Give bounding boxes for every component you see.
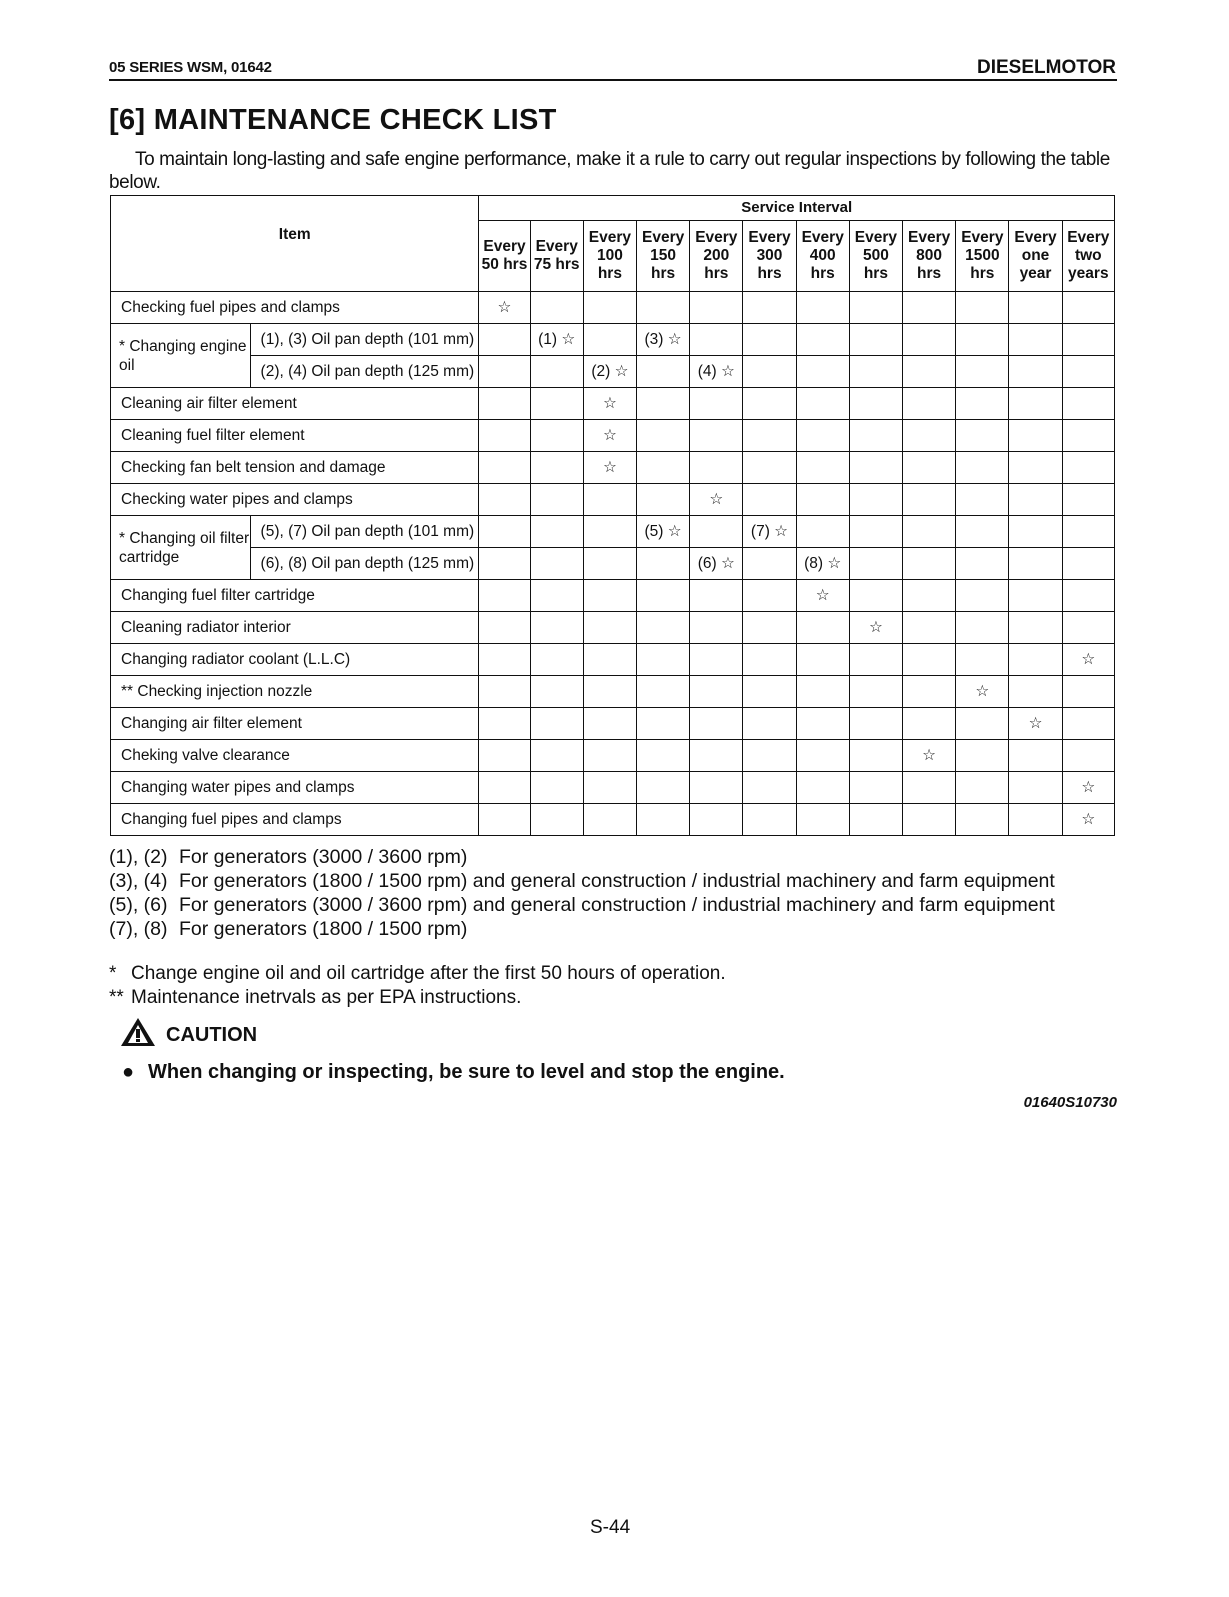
interval-cell: [743, 420, 796, 452]
interval-cell: [479, 580, 530, 612]
header-left: 05 SERIES WSM, 01642: [109, 59, 272, 76]
interval-cell: [956, 516, 1009, 548]
interval-cell: [796, 516, 849, 548]
interval-cell: [479, 708, 530, 740]
interval-cell: [1009, 324, 1062, 356]
page-title: [6] MAINTENANCE CHECK LIST: [109, 104, 557, 136]
interval-cell: [530, 420, 583, 452]
interval-cell: [530, 292, 583, 324]
interval-cell: [637, 420, 690, 452]
interval-cell: [849, 644, 902, 676]
interval-cell: [956, 356, 1009, 388]
table-row: [111, 644, 1115, 676]
interval-cell: [1062, 420, 1114, 452]
interval-cell: [583, 324, 636, 356]
table-row: [111, 548, 1115, 580]
interval-cell: [637, 644, 690, 676]
interval-cell: [796, 740, 849, 772]
interval-cell: [479, 804, 530, 836]
interval-mark: (4) ☆: [690, 356, 743, 388]
interval-cell: [743, 484, 796, 516]
interval-cell: [849, 708, 902, 740]
interval-cell: [690, 804, 743, 836]
table-row: [111, 676, 1115, 708]
caution-text: When changing or inspecting, be sure to level and stop the engine.: [148, 1061, 785, 1083]
interval-header: Every one year: [1009, 221, 1062, 292]
interval-cell: [1009, 772, 1062, 804]
interval-cell: [583, 644, 636, 676]
interval-cell: [796, 484, 849, 516]
interval-cell: [903, 452, 956, 484]
interval-cell: [956, 484, 1009, 516]
interval-cell: [903, 676, 956, 708]
interval-header: Every 50 hrs: [479, 221, 530, 292]
interval-cell: [796, 356, 849, 388]
interval-cell: [1009, 612, 1062, 644]
interval-cell: [849, 388, 902, 420]
interval-mark: ☆: [956, 676, 1009, 708]
interval-cell: [583, 676, 636, 708]
interval-cell: [637, 772, 690, 804]
interval-cell: [1009, 676, 1062, 708]
row-label: Changing air filter element: [111, 708, 479, 740]
interval-cell: [530, 548, 583, 580]
interval-cell: [796, 772, 849, 804]
interval-cell: [796, 420, 849, 452]
interval-cell: [1062, 516, 1114, 548]
interval-mark: ☆: [849, 612, 902, 644]
interval-mark: ☆: [796, 580, 849, 612]
interval-cell: [796, 452, 849, 484]
interval-cell: [530, 612, 583, 644]
note-line: (7), (8) For generators (1800 / 1500 rpm): [109, 918, 468, 940]
interval-cell: [849, 740, 902, 772]
interval-cell: [479, 772, 530, 804]
row-label: (6), (8) Oil pan depth (125 mm): [250, 548, 479, 580]
table-row: [111, 772, 1115, 804]
row-label: (1), (3) Oil pan depth (101 mm): [250, 324, 479, 356]
service-interval-header: Service Interval: [479, 196, 1115, 221]
interval-cell: [956, 388, 1009, 420]
note-line: (5), (6) For generators (3000 / 3600 rpm) and general construction / industrial machinery and farm equipment: [109, 894, 1055, 916]
interval-mark: (8) ☆: [796, 548, 849, 580]
interval-cell: [637, 580, 690, 612]
interval-cell: [849, 772, 902, 804]
interval-cell: [1009, 548, 1062, 580]
interval-cell: [743, 580, 796, 612]
table-row: [111, 580, 1115, 612]
interval-cell: [796, 612, 849, 644]
table-row: [111, 388, 1115, 420]
interval-cell: [849, 452, 902, 484]
interval-cell: [1062, 292, 1114, 324]
interval-cell: [690, 676, 743, 708]
interval-cell: [1062, 612, 1114, 644]
row-group-label: * Changing engine oil: [111, 324, 251, 388]
row-label: Cleaning air filter element: [111, 388, 479, 420]
interval-cell: [1062, 356, 1114, 388]
interval-cell: [1062, 708, 1114, 740]
caution-label: CAUTION: [166, 1023, 258, 1046]
interval-cell: [690, 772, 743, 804]
document-code: 01640S10730: [1023, 1094, 1117, 1111]
interval-cell: [743, 292, 796, 324]
interval-cell: [956, 452, 1009, 484]
interval-mark: (1) ☆: [530, 324, 583, 356]
interval-cell: [849, 292, 902, 324]
table-row: [111, 612, 1115, 644]
interval-cell: [637, 388, 690, 420]
interval-cell: [530, 452, 583, 484]
table-row: [111, 740, 1115, 772]
row-label: Changing water pipes and clamps: [111, 772, 479, 804]
interval-cell: [903, 516, 956, 548]
interval-cell: [956, 612, 1009, 644]
interval-cell: [903, 548, 956, 580]
interval-cell: [743, 388, 796, 420]
interval-mark: ☆: [583, 452, 636, 484]
interval-cell: [903, 420, 956, 452]
interval-mark: (2) ☆: [583, 356, 636, 388]
row-label: Changing radiator coolant (L.L.C): [111, 644, 479, 676]
interval-mark: ☆: [690, 484, 743, 516]
header-divider: [109, 79, 1117, 81]
row-label: Cleaning radiator interior: [111, 612, 479, 644]
row-label: Checking fan belt tension and damage: [111, 452, 479, 484]
row-label: Cheking valve clearance: [111, 740, 479, 772]
interval-cell: [479, 516, 530, 548]
interval-cell: [849, 516, 902, 548]
interval-cell: [1062, 740, 1114, 772]
interval-cell: [690, 740, 743, 772]
interval-cell: [479, 548, 530, 580]
interval-header: Every 1500 hrs: [956, 221, 1009, 292]
interval-cell: [530, 676, 583, 708]
footnote-2: ** Maintenance inetrvals as per EPA instructions.: [109, 987, 522, 1008]
interval-cell: [743, 708, 796, 740]
row-label: Checking fuel pipes and clamps: [111, 292, 479, 324]
interval-mark: ☆: [583, 388, 636, 420]
interval-cell: [849, 324, 902, 356]
interval-cell: [903, 388, 956, 420]
interval-cell: [479, 740, 530, 772]
footnotes: [109, 962, 726, 1010]
interval-cell: [583, 740, 636, 772]
interval-cell: [637, 452, 690, 484]
interval-cell: [479, 612, 530, 644]
interval-header: Every 500 hrs: [849, 221, 902, 292]
row-label: Changing fuel filter cartridge: [111, 580, 479, 612]
header-right: DIESELMOTOR: [977, 57, 1116, 78]
interval-cell: [743, 324, 796, 356]
interval-cell: [1062, 324, 1114, 356]
warning-triangle-icon: [120, 1017, 156, 1053]
interval-mark: ☆: [903, 740, 956, 772]
interval-cell: [903, 324, 956, 356]
interval-cell: [743, 676, 796, 708]
interval-cell: [903, 708, 956, 740]
interval-cell: [796, 644, 849, 676]
interval-cell: [1009, 740, 1062, 772]
table-row: [111, 516, 1115, 548]
interval-cell: [743, 548, 796, 580]
interval-cell: [903, 356, 956, 388]
interval-cell: [583, 804, 636, 836]
interval-cell: [583, 580, 636, 612]
interval-cell: [849, 676, 902, 708]
interval-cell: [479, 420, 530, 452]
interval-header: Every 100 hrs: [583, 221, 636, 292]
interval-header: Every 150 hrs: [637, 221, 690, 292]
interval-cell: [956, 548, 1009, 580]
interval-cell: [1009, 452, 1062, 484]
interval-cell: [690, 644, 743, 676]
interval-mark: ☆: [479, 292, 530, 324]
interval-cell: [637, 612, 690, 644]
interval-cell: [583, 516, 636, 548]
interval-cell: [637, 292, 690, 324]
interval-mark: ☆: [1009, 708, 1062, 740]
interval-cell: [903, 772, 956, 804]
row-label: (5), (7) Oil pan depth (101 mm): [250, 516, 479, 548]
interval-cell: [1009, 580, 1062, 612]
interval-mark: ☆: [1062, 804, 1114, 836]
row-label: Cleaning fuel filter element: [111, 420, 479, 452]
interval-cell: [583, 548, 636, 580]
interval-cell: [849, 356, 902, 388]
interval-mark: (5) ☆: [637, 516, 690, 548]
interval-header: Every 300 hrs: [743, 221, 796, 292]
interval-cell: [1009, 356, 1062, 388]
interval-cell: [956, 708, 1009, 740]
table-row: [111, 324, 1115, 356]
interval-cell: [479, 388, 530, 420]
page-number: S-44: [590, 1517, 631, 1538]
interval-cell: [956, 644, 1009, 676]
interval-header: Every 200 hrs: [690, 221, 743, 292]
interval-cell: [956, 772, 1009, 804]
note-line: (1), (2) For generators (3000 / 3600 rpm): [109, 846, 468, 868]
interval-cell: [849, 548, 902, 580]
row-label: Checking water pipes and clamps: [111, 484, 479, 516]
interval-cell: [1009, 388, 1062, 420]
interval-cell: [637, 740, 690, 772]
interval-cell: [743, 644, 796, 676]
interval-cell: [849, 804, 902, 836]
interval-cell: [479, 484, 530, 516]
interval-cell: [1009, 292, 1062, 324]
interval-cell: [637, 484, 690, 516]
intro-paragraph: [109, 148, 1119, 194]
table-row: [111, 804, 1115, 836]
interval-cell: [743, 772, 796, 804]
interval-mark: ☆: [1062, 644, 1114, 676]
interval-cell: [637, 548, 690, 580]
interval-cell: [1062, 676, 1114, 708]
interval-cell: [530, 804, 583, 836]
table-row: [111, 452, 1115, 484]
interval-cell: [796, 708, 849, 740]
interval-cell: [637, 804, 690, 836]
interval-cell: [956, 420, 1009, 452]
interval-cell: [796, 388, 849, 420]
table-row: [111, 484, 1115, 516]
interval-cell: [956, 324, 1009, 356]
interval-cell: [743, 356, 796, 388]
interval-cell: [530, 580, 583, 612]
row-label: Changing fuel pipes and clamps: [111, 804, 479, 836]
interval-cell: [1062, 388, 1114, 420]
interval-mark: ☆: [1062, 772, 1114, 804]
interval-cell: [743, 740, 796, 772]
interval-cell: [690, 452, 743, 484]
interval-header: Every 75 hrs: [530, 221, 583, 292]
interval-cell: [903, 484, 956, 516]
interval-cell: [956, 740, 1009, 772]
interval-cell: [903, 804, 956, 836]
interval-cell: [637, 356, 690, 388]
interval-cell: [583, 772, 636, 804]
interval-cell: [849, 484, 902, 516]
interval-mark: (7) ☆: [743, 516, 796, 548]
row-label: ** Checking injection nozzle: [111, 676, 479, 708]
interval-cell: [479, 324, 530, 356]
interval-cell: [637, 676, 690, 708]
interval-cell: [903, 292, 956, 324]
interval-cell: [903, 612, 956, 644]
interval-cell: [1009, 484, 1062, 516]
interval-cell: [637, 708, 690, 740]
interval-cell: [743, 452, 796, 484]
interval-cell: [903, 580, 956, 612]
interval-cell: [690, 612, 743, 644]
interval-header: Every 800 hrs: [903, 221, 956, 292]
interval-cell: [530, 644, 583, 676]
interval-cell: [530, 356, 583, 388]
interval-mark: (6) ☆: [690, 548, 743, 580]
interval-cell: [743, 804, 796, 836]
footnote-1: * Change engine oil and oil cartridge after the first 50 hours of operation.: [109, 963, 726, 984]
interval-header: Every 400 hrs: [796, 221, 849, 292]
interval-cell: [849, 420, 902, 452]
table-row: [111, 292, 1115, 324]
interval-cell: [479, 452, 530, 484]
interval-cell: [1062, 580, 1114, 612]
interval-cell: [479, 356, 530, 388]
interval-cell: [690, 516, 743, 548]
interval-cell: [1062, 484, 1114, 516]
row-group-label: * Changing oil filter cartridge: [111, 516, 251, 580]
interval-mark: (3) ☆: [637, 324, 690, 356]
interval-cell: [796, 676, 849, 708]
interval-cell: [583, 484, 636, 516]
row-label: (2), (4) Oil pan depth (125 mm): [250, 356, 479, 388]
note-line: (3), (4) For generators (1800 / 1500 rpm) and general construction / industrial machinery and farm equipment: [109, 870, 1055, 892]
interval-cell: [530, 740, 583, 772]
interval-cell: [1009, 644, 1062, 676]
interval-cell: [1009, 420, 1062, 452]
interval-cell: [690, 580, 743, 612]
interval-cell: [690, 388, 743, 420]
interval-cell: [690, 324, 743, 356]
interval-cell: [530, 708, 583, 740]
interval-cell: [530, 388, 583, 420]
interval-cell: [1062, 452, 1114, 484]
interval-cell: [956, 804, 1009, 836]
interval-cell: [796, 292, 849, 324]
interval-cell: [849, 580, 902, 612]
interval-cell: [479, 644, 530, 676]
table-row: [111, 356, 1115, 388]
interval-cell: [956, 580, 1009, 612]
caution-bullet: ● When changing or inspecting, be sure to level and stop the engine.: [122, 1061, 785, 1083]
interval-header: Every two years: [1062, 221, 1114, 292]
interval-cell: [583, 292, 636, 324]
maintenance-table: [110, 195, 1115, 836]
interval-cell: [530, 484, 583, 516]
interval-cell: [690, 708, 743, 740]
interval-cell: [903, 644, 956, 676]
interval-cell: [690, 420, 743, 452]
interval-cell: [796, 324, 849, 356]
table-row: [111, 708, 1115, 740]
notes: [109, 845, 1055, 941]
intro-text: To maintain long-lasting and safe engine performance, make it a rule to carry out regular inspections by following the table below.: [109, 149, 1110, 193]
interval-cell: [583, 708, 636, 740]
interval-cell: [479, 676, 530, 708]
interval-cell: [530, 516, 583, 548]
table-row: [111, 420, 1115, 452]
interval-cell: [1009, 804, 1062, 836]
interval-cell: [956, 292, 1009, 324]
interval-cell: [1062, 548, 1114, 580]
interval-cell: [583, 612, 636, 644]
item-header: Item: [111, 196, 479, 292]
interval-cell: [796, 804, 849, 836]
interval-cell: [1009, 516, 1062, 548]
interval-cell: [530, 772, 583, 804]
caution-heading: [120, 1017, 257, 1053]
interval-cell: [743, 612, 796, 644]
interval-mark: ☆: [583, 420, 636, 452]
interval-cell: [690, 292, 743, 324]
